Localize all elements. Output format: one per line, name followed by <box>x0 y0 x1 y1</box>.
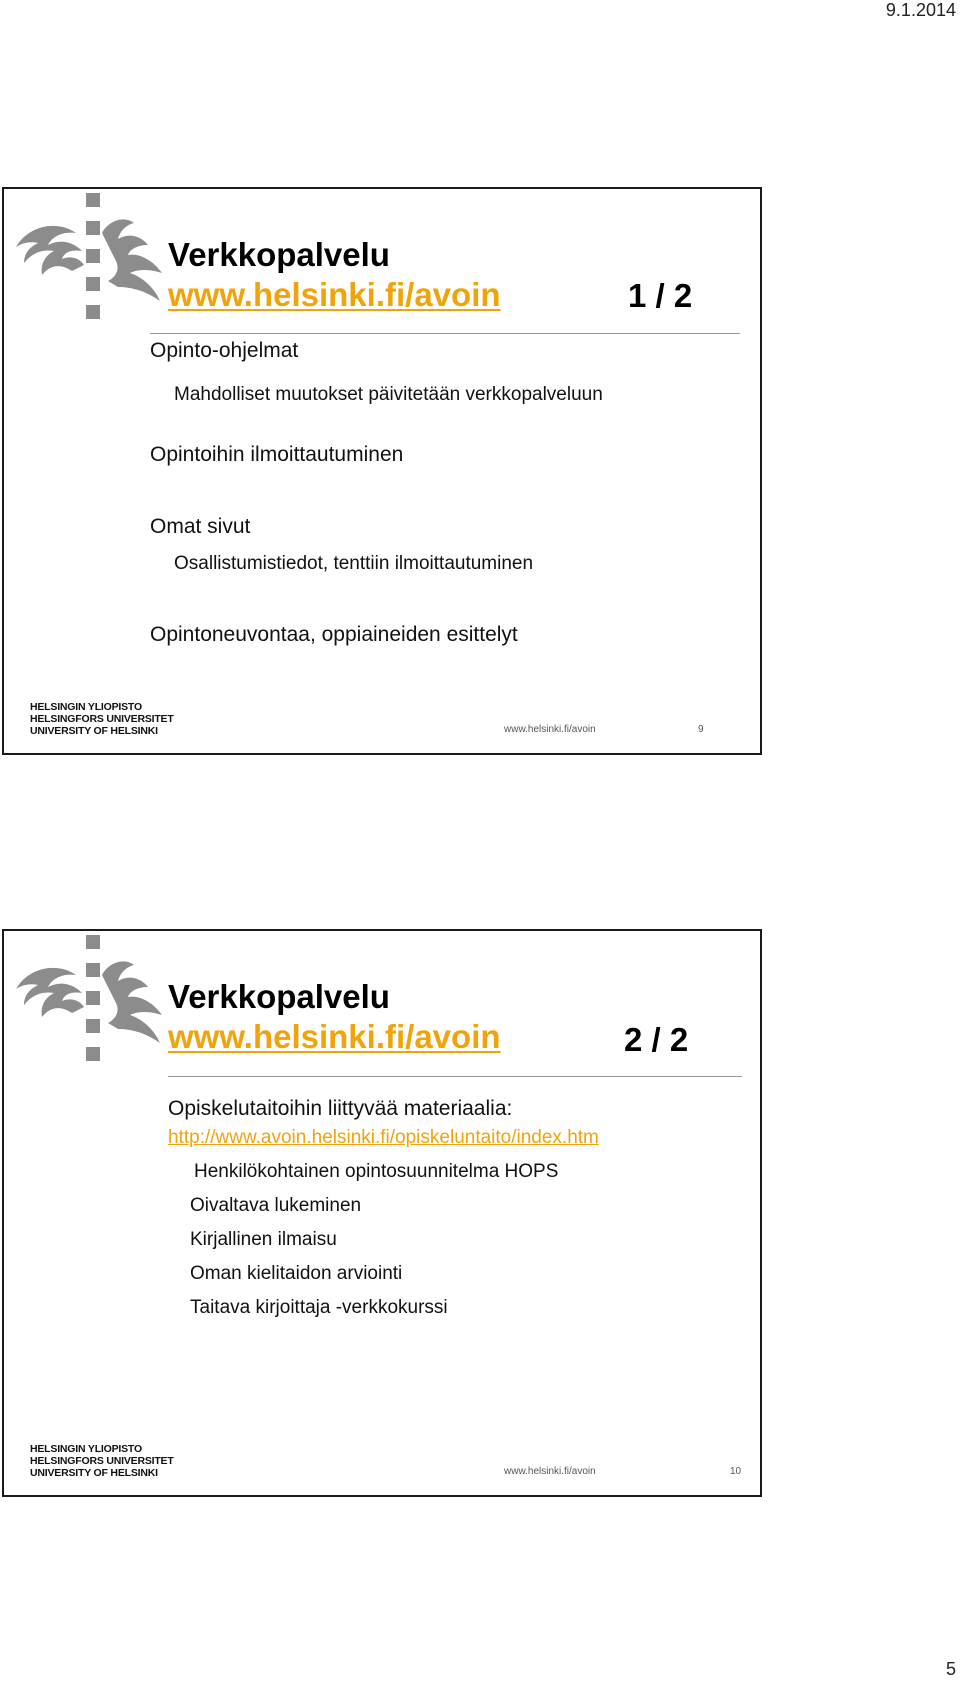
list-item-ilmoittautuminen: Opintoihin ilmoittautuminen <box>150 443 404 466</box>
list-item-lukeminen: Oivaltava lukeminen <box>190 1195 362 1216</box>
list-item-opintoneuvontaa: Opintoneuvontaa, oppiaineiden esittelyt <box>150 623 518 646</box>
slide-10 <box>2 929 762 1497</box>
title-text: Verkkopalvelu <box>168 978 390 1015</box>
footer-url: www.helsinki.fi/avoin <box>504 724 596 735</box>
title-divider <box>150 333 740 334</box>
slide-9 <box>2 187 762 755</box>
page-date: 9.1.2014 <box>885 0 956 20</box>
slide-counter: 1 / 2 <box>628 277 693 314</box>
footer-slide-number: 10 <box>730 1466 742 1477</box>
university-wordmark <box>30 1443 174 1479</box>
list-item-ilmaisu: Kirjallinen ilmaisu <box>190 1229 337 1250</box>
university-flame-logo-icon <box>12 193 172 343</box>
page-number: 5 <box>945 1659 956 1679</box>
title-link[interactable]: www.helsinki.fi/avoin <box>168 275 501 313</box>
slide-counter: 2 / 2 <box>624 1021 689 1058</box>
slide-title <box>168 977 501 1056</box>
wordmark-line-en: UNIVERSITY OF HELSINKI <box>30 725 158 737</box>
wordmark-line-sv: HELSINGFORS UNIVERSITET <box>30 1455 174 1467</box>
list-item-hops: Henkilökohtainen opintosuunnitelma HOPS <box>194 1161 559 1182</box>
list-item-omat-sivut: Omat sivut <box>150 515 251 538</box>
intro-text: Opiskelutaitoihin liittyvää materiaalia: <box>168 1097 513 1120</box>
university-wordmark <box>30 701 174 737</box>
wordmark-line-sv: HELSINGFORS UNIVERSITET <box>30 713 174 725</box>
list-item-kielitaito: Oman kielitaidon arviointi <box>190 1263 403 1284</box>
slide-title <box>168 235 501 314</box>
wordmark-line-fi: HELSINGIN YLIOPISTO <box>30 701 142 713</box>
list-subitem-osallistumistiedot: Osallistumistiedot, tenttiin ilmoittautuminen <box>174 553 534 574</box>
wordmark-line-fi: HELSINGIN YLIOPISTO <box>30 1443 142 1455</box>
list-item-opinto-ohjelmat: Opinto-ohjelmat <box>150 339 299 362</box>
title-divider <box>168 1076 742 1077</box>
list-item-verkkokurssi: Taitava kirjoittaja -verkkokurssi <box>190 1297 448 1318</box>
university-flame-logo-icon <box>12 935 172 1085</box>
materials-link[interactable]: http://www.avoin.helsinki.fi/opiskeluntaito/index.htm <box>168 1127 599 1148</box>
footer-slide-number: 9 <box>698 724 704 735</box>
title-link[interactable]: www.helsinki.fi/avoin <box>168 1017 501 1055</box>
footer-url: www.helsinki.fi/avoin <box>504 1466 596 1477</box>
title-text: Verkkopalvelu <box>168 236 390 273</box>
list-subitem-muutokset: Mahdolliset muutokset päivitetään verkkopalveluun <box>174 384 603 405</box>
wordmark-line-en: UNIVERSITY OF HELSINKI <box>30 1467 158 1479</box>
